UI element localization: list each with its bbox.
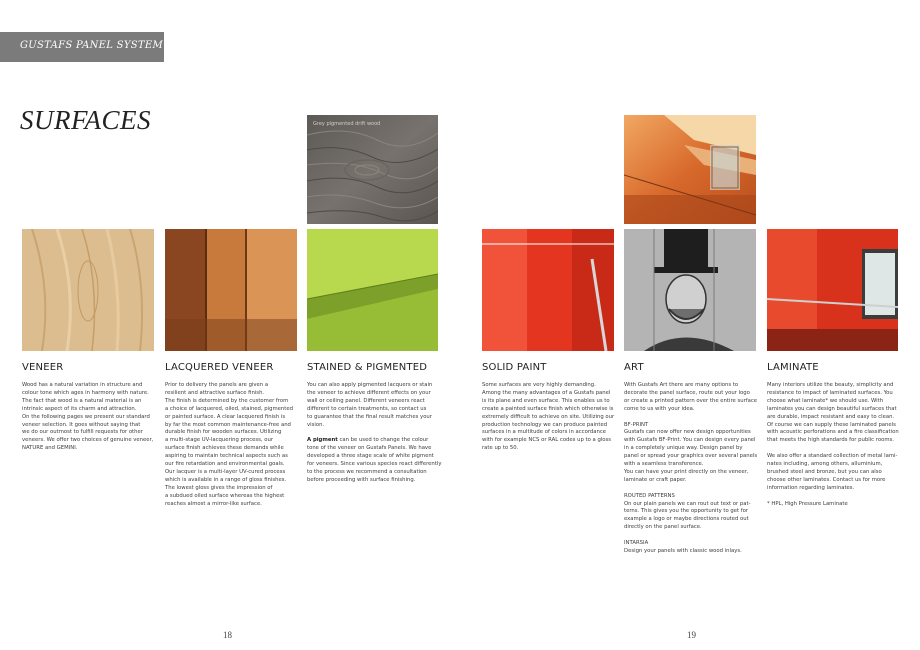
stained-pigmented-heading: STAINED & PIGMENTED xyxy=(307,362,428,373)
paragraph: We also offer a standard collection of metal lami- nates including, among others, alluminium, brushed steel and bronze, but you can also choose other laminates. Contact us for more information regarding laminates. xyxy=(767,453,898,491)
grey-driftwood-photo xyxy=(307,115,438,224)
veneer-photo xyxy=(22,229,154,351)
paragraph: BF-PRINT Gustafs can now offer new design opportunities with Gustafs BF-Print. You can design every panel in a completely unique way. Design panel by panel or spread your graphics over several panels with a seamless transference. You can have your print directly on the veneer, laminate or craft paper. xyxy=(624,421,758,483)
paragraph: Wood has a natural variation in structure and colour tone which ages in harmony with nature. The fact that wood is a natural material is an intrinsic aspect of its charm and attraction. On the following pages we present our standard veneer selection. It goes without saying that we do our outmost to fulfill requests for other veneers. We offer two choices of genuine veneer, NATURE and GEMINI. xyxy=(22,382,154,452)
page-number-right: 19 xyxy=(687,630,696,640)
paragraph: You can also apply pigmented lacquers or stain the veneer to achieve different effects on your wall or ceiling panel. Different veneers react different to certain treatments, so contact us to guarantee that the final result matches your vision. xyxy=(307,382,433,428)
art-heading: ART xyxy=(624,362,644,373)
header-label: GUSTAFS PANEL SYSTEM xyxy=(20,40,163,51)
pigment-rest: can be used to change the colour tone of the veneer on Gustafs Panels. We have developed a three stage scale of white pigment for veneers. Since various species react differently to the process we recommend a consultation before proceeding with surface finishing. xyxy=(307,437,442,483)
photo-caption: Grey pigmented drift wood xyxy=(313,121,381,127)
lacquered-veneer-text xyxy=(165,382,301,509)
paragraph: ROUTED PATTERNS On our plain panels we can rout out text or pat- terns. This gives you the opportunity to get for example a logo or maybe directions routed out directly on the panel surface. xyxy=(624,492,751,531)
solid-paint-photo xyxy=(482,229,614,351)
paragraph: * HPL, High Pressure Laminate xyxy=(767,500,848,507)
paragraph: INTARSIA Design your panels with classic wood inlays. xyxy=(624,540,742,554)
laminate-photo xyxy=(767,229,898,351)
art-ceiling-photo xyxy=(624,115,756,224)
veneer-text xyxy=(22,382,158,453)
paragraph: Many interiors utilize the beauty, simplicity and resistance to impact of laminated surfaces. You choose what laminate* we should use. With laminates you can design beautiful surfaces that are durable, impact resistant and easy to clean. Of course we can supply these laminated panels with acoustic perforations and a fire classification that meets the high standards for public rooms. xyxy=(767,382,899,444)
art-text xyxy=(624,382,760,556)
art-photo xyxy=(624,229,756,351)
stained-pigmented-text xyxy=(307,382,443,485)
page-title: SURFACES xyxy=(20,105,151,135)
laminate-text xyxy=(767,382,903,508)
solid-paint-heading: SOLID PAINT xyxy=(482,362,547,373)
paragraph: Prior to delivery the panels are given a resilient and attractive surface finish. The finish is determined by the customer from a choice of lacquered, oiled, stained, pigmented or painted surface. A clear lacquered finish is by far the most common maintenance-free and durable finish for wooden surfaces. Utilizing a multi-stage UV-lacquering process, our surface finish achieves these demands while aspiring to maintain technical aspects such as our fire retardation and environmental goals. Our lacquer is a multi-layer UV-cured process which is available in a range of gloss finishes. The lowest gloss gives the impression of a subdued oiled surface whereas the highest reaches almost a mirror-like surface. xyxy=(165,382,293,507)
paragraph: Some surfaces are very highly demanding. Among the many advantages of a Gustafs panel is its plane and even surface. This enables us to create a painted surface finish which otherwise is extremely difficult to achieve on site. Utilizing our production technology we can produce painted surfaces in a multitude of colors in accordance with for example NCS or RAL codes up to a gloss rate up to 50. xyxy=(482,382,615,452)
paragraph: With Gustafs Art there are many options to decorate the panel surface, route out your logo or create a printed pattern over the entire surface come to us with your idea. xyxy=(624,382,758,412)
laminate-heading: LAMINATE xyxy=(767,362,819,373)
lacquered-veneer-heading: LACQUERED VENEER xyxy=(165,362,274,373)
pigment-lead: A pigment xyxy=(307,437,338,444)
stained-pigmented-photo xyxy=(307,229,438,351)
veneer-heading: VENEER xyxy=(22,362,64,373)
header-bar xyxy=(0,32,164,62)
pigment-paragraph xyxy=(307,437,443,484)
solid-paint-text xyxy=(482,382,618,453)
page-number-left: 18 xyxy=(223,630,232,640)
lacquered-veneer-photo xyxy=(165,229,297,351)
